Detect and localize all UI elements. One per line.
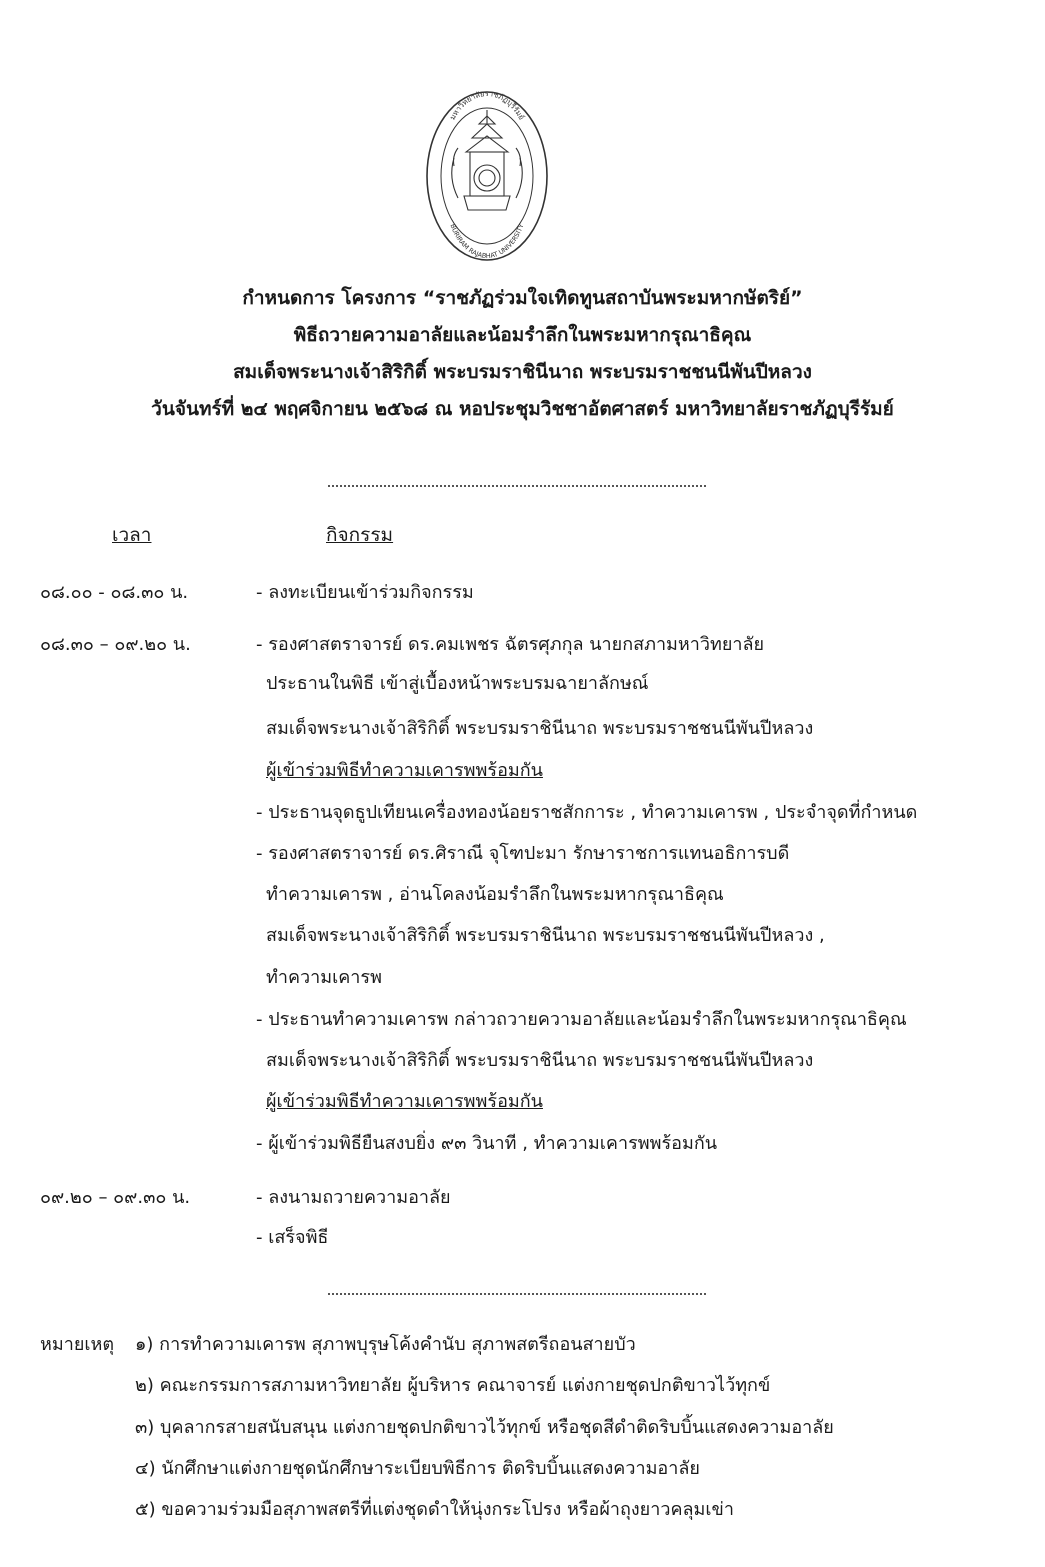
activity-2-line: ประธานในพิธี เข้าสู่เบื้องหน้าพระบรมฉายาลักษณ์ [266,673,649,694]
title-line-2: พิธีถวายความอาลัยและน้อมรำลึกในพระมหากรุณาธิคุณ [293,324,752,346]
activity-2-line: สมเด็จพระนางเจ้าสิริกิติ์ พระบรมราชินีนาถ พระบรมราชชนนีพันปีหลวง [266,1050,814,1071]
seal-bottom-text: BURIRAM RAJABHAT UNIVERSITY [448,222,526,261]
activity-2-line: ทำความเคารพ , อ่านโคลงน้อมรำลึกในพระมหากรุณาธิคุณ [266,884,724,905]
document-title [0,280,1045,428]
title-line-4: วันจันทร์ที่ ๒๔ พฤศจิกายน ๒๕๖๘ ณ หอประชุมวิชชาอัตศาสตร์ มหาวิทยาลัยราชภัฏบุรีรัมย์ [151,398,894,420]
activity-2-line: - ประธานจุดธูปเทียนเครื่องทองน้อยราชสักการะ , ทำความเคารพ , ประจำจุดที่กำหนด [256,802,918,823]
note-item: ๔) นักศึกษาแต่งกายชุดนักศึกษาระเบียบพิธีการ ติดริบบิ้นแสดงความอาลัย [135,1458,700,1479]
time-slot-1: ๐๘.๐๐ - ๐๘.๓๐ น. [40,582,189,603]
note-item: ๑) การทำความเคารพ สุภาพบุรุษโค้งคำนับ สุภาพสตรีถอนสายบัว [135,1334,636,1355]
dotted-divider-bottom [328,1293,706,1295]
activity-1: - ลงทะเบียนเข้าร่วมกิจกรรม [256,582,474,603]
activity-2-line: สมเด็จพระนางเจ้าสิริกิติ์ พระบรมราชินีนาถ พระบรมราชชนนีพันปีหลวง , [266,925,825,946]
note-item: ๓) บุคลากรสายสนับสนุน แต่งกายชุดปกติขาวไว้ทุกข์ หรือชุดสีดำติดริบบิ้นแสดงความอาลัย [135,1417,834,1438]
time-slot-3: ๐๙.๒๐ – ๐๙.๓๐ น. [40,1187,191,1208]
activity-2-line: สมเด็จพระนางเจ้าสิริกิติ์ พระบรมราชินีนาถ พระบรมราชชนนีพันปีหลวง [266,718,814,739]
header-time: เวลา [112,524,152,546]
activity-2-line: - รองศาสตราจารย์ ดร.คมเพชร ฉัตรศุภกุล นายกสภามหาวิทยาลัย [256,634,765,655]
university-seal-logo [424,86,550,262]
dotted-divider-top [328,485,706,487]
activity-2-line: ทำความเคารพ [266,967,382,988]
seal-top-text: มหาวิทยาลัยราชภัฏบุรีรัมย์ [447,88,527,122]
activity-2-line: - ประธานทำความเคารพ กล่าวถวายความอาลัยและน้อมรำลึกในพระมหากรุณาธิคุณ [256,1009,907,1030]
note-item: ๕) ขอความร่วมมือสุภาพสตรีที่แต่งชุดดำให้นุ่งกระโปรง หรือผ้าถุงยาวคลุมเข่า [135,1499,734,1520]
activity-3-line: - ลงนามถวายความอาลัย [256,1187,451,1208]
activity-3-line: - เสร็จพิธี [256,1227,329,1248]
activity-2-line: ผู้เข้าร่วมพิธีทำความเคารพพร้อมกัน [266,1091,543,1112]
note-item: ๒) คณะกรรมการสภามหาวิทยาลัย ผู้บริหาร คณาจารย์ แต่งกายชุดปกติขาวไว้ทุกข์ [135,1375,771,1396]
notes-label: หมายเหตุ [40,1334,115,1355]
activity-2-line: - รองศาสตราจารย์ ดร.ศิราณี จุโฑปะมา รักษาราชการแทนอธิการบดี [256,843,790,864]
activity-2-line: - ผู้เข้าร่วมพิธียืนสงบยิ่ง ๙๓ วินาที , ทำความเคารพพร้อมกัน [256,1133,718,1154]
time-slot-2: ๐๘.๓๐ – ๐๙.๒๐ น. [40,634,191,655]
header-activity: กิจกรรม [326,524,394,546]
title-line-1: กำหนดการ โครงการ “ราชภัฏร่วมใจเทิดทูนสถาบันพระมหากษัตริย์” [242,287,803,309]
activity-2-line: ผู้เข้าร่วมพิธีทำความเคารพพร้อมกัน [266,760,543,781]
title-line-3: สมเด็จพระนางเจ้าสิริกิติ์ พระบรมราชินีนาถ พระบรมราชชนนีพันปีหลวง [233,361,812,383]
svg-text:BURIRAM RAJABHAT UNIVERSITY [448,223,525,260]
